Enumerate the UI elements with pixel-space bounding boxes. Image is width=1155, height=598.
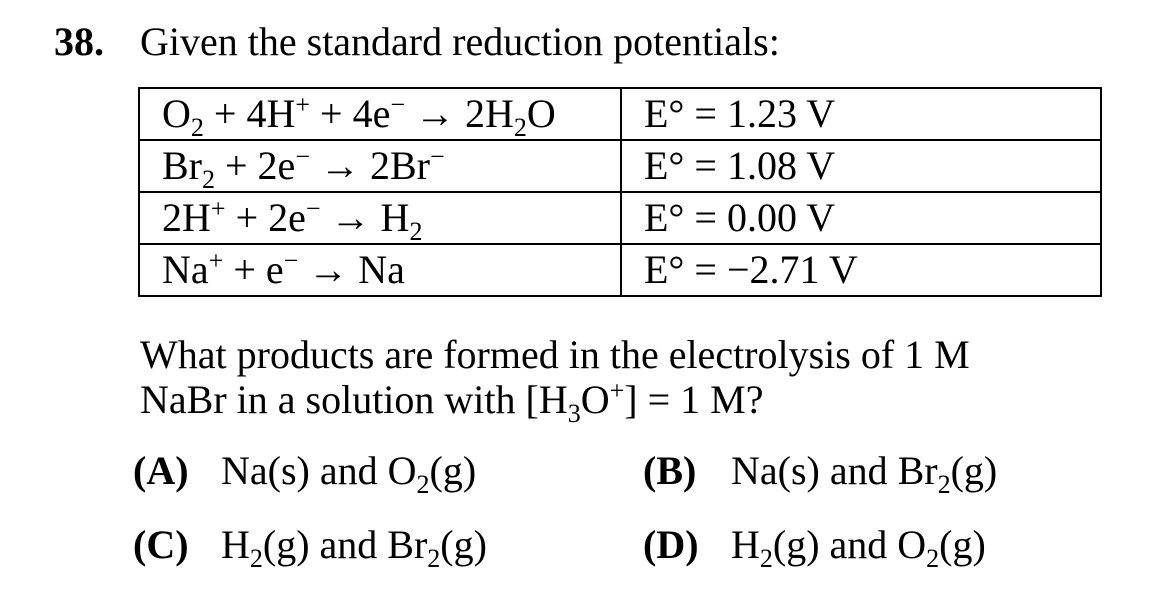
stem-line-2: NaBr in a solution with $[H_3O^+] = 1$ M? — [140, 376, 764, 428]
choice-text: $H_2(g)$ and $O_2(g)$ — [731, 522, 986, 573]
table-row — [139, 140, 1101, 192]
choice-c[interactable] — [133, 521, 487, 573]
half-reaction-na: Na+ + e− → Na — [139, 244, 621, 296]
potential-value: E° = 1.23 V — [621, 88, 1101, 140]
choice-text: Na(s) and $O_2(g)$ — [221, 448, 477, 499]
choice-letter: (A) — [133, 448, 189, 493]
question-prompt: Given the standard reduction potentials: — [140, 19, 780, 64]
half-reaction-o2: $O_2 + 4H^+ + 4e^- \to 2H_2O$ — [139, 88, 621, 140]
reduction-potentials-table — [138, 87, 1102, 297]
choice-letter: (B) — [643, 448, 697, 493]
table-row — [139, 192, 1101, 244]
choice-b[interactable] — [643, 447, 998, 499]
potential-value: E° = 0.00 V — [621, 192, 1101, 244]
half-reaction-h2: $2H^+ + 2e^- \to H_2$ — [139, 192, 621, 244]
choice-letter: (C) — [133, 522, 189, 567]
choice-text: Na(s) and $Br_2(g)$ — [731, 448, 998, 499]
potential-value: E° = −2.71 V — [621, 244, 1101, 296]
potential-value: E° = 1.08 V — [621, 140, 1101, 192]
table-row — [139, 88, 1101, 140]
table-row — [139, 244, 1101, 296]
question-number: 38. — [54, 19, 104, 64]
choice-d[interactable] — [643, 521, 986, 573]
half-reaction-br2: $Br_2 + 2e^- \to 2Br^-$ — [139, 140, 621, 192]
choice-letter: (D) — [643, 522, 699, 567]
choice-a[interactable] — [133, 447, 477, 499]
question-stem — [140, 332, 970, 428]
stem-line-1: What products are formed in the electrolysis of 1 M — [140, 332, 970, 377]
choice-text: $H_2(g)$ and $Br_2(g)$ — [221, 522, 487, 573]
